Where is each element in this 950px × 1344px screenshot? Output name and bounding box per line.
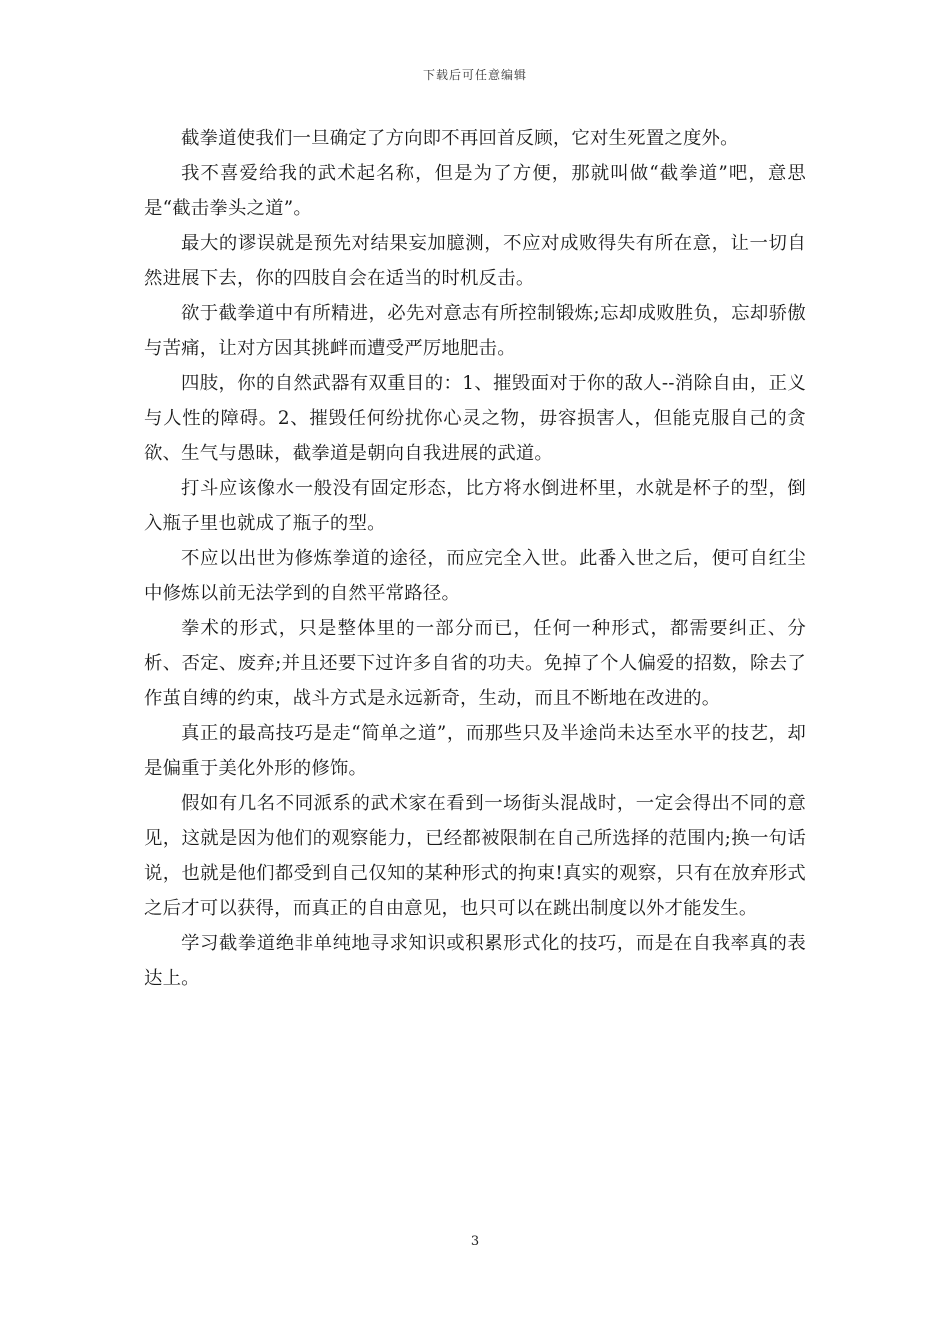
page-header: 下载后可任意编辑 (422, 68, 527, 82)
paragraph: 假如有几名不同派系的武术家在看到一场街头混战时，一定会得出不同的意见，这就是因为他们的观察能力，已经都被限制在自己所选择的范围内;换一句话说，也就是他们都受到自己仅知的某种形式的拘束!真实的观察，只有在放弃形式之后才可以获得，而真正的自由意见，也只可以在跳出制度以外才能发生。 (144, 793, 806, 919)
document-body (144, 121, 806, 996)
paragraph: 四肢，你的自然武器有双重目的：1、摧毁面对于你的敌人--消除自由，正义与人性的障碍。2、摧毁任何纷扰你心灵之物，毋容损害人，但能克服自己的贪欲、生气与愚昧，截拳道是朝向自我进展的武道。 (144, 373, 806, 464)
paragraph: 学习截拳道绝非单纯地寻求知识或积累形式化的技巧，而是在自我率真的表达上。 (144, 933, 806, 989)
paragraph: 拳术的形式，只是整体里的一部分而已，任何一种形式，都需要纠正、分析、否定、废弃;并且还要下过许多自省的功夫。免掉了个人偏爱的招数，除去了作茧自缚的约束，战斗方式是永远新奇，生动，而且不断地在改进的。 (144, 618, 806, 709)
paragraph: 真正的最高技巧是走“简单之道”，而那些只及半途尚未达至水平的技艺，却是偏重于美化外形的修饰。 (144, 723, 806, 779)
paragraph: 最大的谬误就是预先对结果妄加臆测，不应对成败得失有所在意，让一切自然进展下去，你的四肢自会在适当的时机反击。 (144, 233, 806, 289)
paragraph: 打斗应该像水一般没有固定形态，比方将水倒进杯里，水就是杯子的型，倒入瓶子里也就成了瓶子的型。 (144, 478, 806, 534)
page-number: 3 (470, 1234, 480, 1249)
paragraph: 欲于截拳道中有所精进，必先对意志有所控制锻炼;忘却成败胜负，忘却骄傲与苦痛，让对方因其挑衅而遭受严厉地肥击。 (144, 303, 806, 359)
paragraph: 不应以出世为修炼拳道的途径，而应完全入世。此番入世之后，便可自红尘中修炼以前无法学到的自然平常路径。 (144, 548, 806, 604)
paragraph: 截拳道使我们一旦确定了方向即不再回首反顾，它对生死置之度外。 (181, 128, 739, 149)
paragraph: 我不喜爱给我的武术起名称，但是为了方便，那就叫做“截拳道”吧，意思是“截击拳头之道”。 (144, 163, 806, 219)
